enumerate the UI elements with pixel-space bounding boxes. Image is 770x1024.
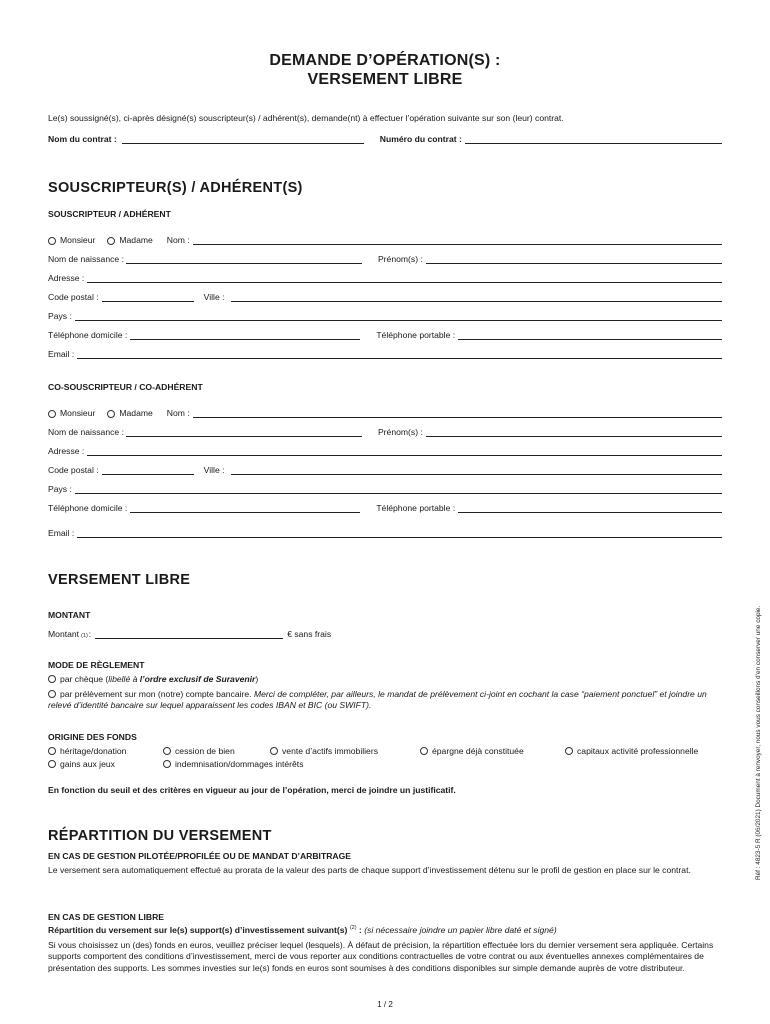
origine-indemnisation-radio[interactable]	[163, 760, 171, 768]
contract-number-field[interactable]	[465, 135, 722, 144]
section-versement-title: VERSEMENT LIBRE	[48, 572, 191, 588]
co-monsieur-label: Monsieur	[60, 408, 96, 418]
pilotee-text: Le versement sera automatiquement effectué au prorata de la valeur des parts de chaque support d’investissement détenu sur le profil de gestion en place sur le contrat.	[48, 865, 691, 875]
cheque-label-c: l’ordre exclusif de Suravenir	[139, 674, 256, 684]
madame-label: Madame	[119, 235, 153, 245]
co-pays-field[interactable]	[75, 485, 722, 494]
mode-prelevement-row	[48, 689, 724, 712]
co-adresse-label: Adresse :	[48, 446, 85, 456]
co-code-postal-label: Code postal :	[48, 465, 99, 475]
origine-vente-label: vente d’actifs immobiliers	[282, 746, 378, 756]
origine-heading: ORIGINE DES FONDS	[48, 732, 137, 742]
title-line-1: DEMANDE D’OPÉRATION(S) :	[269, 52, 501, 69]
co-tel-domicile-label: Téléphone domicile :	[48, 503, 128, 513]
souscripteur-naissance-row	[48, 254, 722, 264]
libre-text: Si vous choisissez un (des) fonds en euros, veuillez préciser lequel (lesquels). À défaut de précision, la répartition effectuée lors du dernier versement sera appliquée. Certains supports comportent des conditions d’investissement, merci de vous reporter aux conditions contractuelles de votre contrat ou aux éventuelles annexes complémentaires de présentation des supports. Les sommes investies sur le(s) fonds en euros sont soumises à des conditions disponibles sur simple demande auprès de votre distributeur.	[48, 940, 714, 973]
origine-vente-radio[interactable]	[270, 747, 278, 755]
co-adresse-field[interactable]	[87, 447, 722, 456]
cosouscripteur-pays-row	[48, 484, 722, 494]
montant-note-ref: (1)	[81, 633, 88, 639]
co-nom-naissance-field[interactable]	[126, 428, 362, 437]
cheque-label-d: )	[255, 674, 259, 684]
prenom-label: Prénom(s) :	[377, 254, 423, 264]
co-nom-naissance-label: Nom de naissance :	[48, 427, 124, 437]
libre-sub-colon: :	[356, 925, 365, 935]
montant-suffix: € sans frais	[287, 629, 332, 639]
libre-sub-bold: Répartition du versement sur le(s) support(s) d’investissement suivant(s)	[48, 925, 350, 935]
cosouscripteur-tel-row	[48, 503, 722, 513]
souscripteur-tel-row	[48, 330, 722, 340]
origine-heritage-radio[interactable]	[48, 747, 56, 755]
origine-heritage-label: héritage/donation	[60, 746, 127, 756]
origine-jeux-label: gains aux jeux	[60, 759, 115, 769]
tel-domicile-label: Téléphone domicile :	[48, 330, 128, 340]
tel-portable-label: Téléphone portable :	[376, 330, 456, 340]
prelevement-label: par prélèvement sur mon (notre) compte bancaire.	[60, 689, 254, 699]
section-repartition-title: RÉPARTITION DU VERSEMENT	[48, 828, 272, 844]
co-email-label: Email :	[48, 528, 75, 538]
section-souscripteurs-title: SOUSCRIPTEUR(S) / ADHÉRENT(S)	[48, 180, 303, 196]
libre-sub-italic: (si nécessaire joindre un papier libre daté et signé)	[364, 925, 557, 935]
cosouscripteur-civility-row	[48, 408, 722, 418]
prenom-field[interactable]	[426, 255, 722, 264]
justificatif-note: En fonction du seuil et des critères en vigueur au jour de l’opération, merci de joindre un justificatif.	[48, 785, 456, 795]
origine-cession-radio[interactable]	[163, 747, 171, 755]
adresse-field[interactable]	[87, 274, 722, 283]
ville-label: Ville :	[203, 292, 225, 302]
co-nom-field[interactable]	[193, 409, 722, 418]
nom-field[interactable]	[193, 236, 722, 245]
cosouscripteur-adresse-row	[48, 446, 722, 456]
code-postal-label: Code postal :	[48, 292, 99, 302]
origine-cession-label: cession de bien	[175, 746, 235, 756]
co-prenom-label: Prénom(s) :	[377, 427, 423, 437]
montant-field[interactable]	[95, 630, 283, 639]
co-ville-field[interactable]	[231, 466, 723, 475]
co-tel-portable-label: Téléphone portable :	[376, 503, 456, 513]
souscripteur-adresse-row	[48, 273, 722, 283]
origine-capitaux-label: capitaux activité professionnelle	[577, 746, 699, 756]
cosouscripteur-cp-row	[48, 465, 722, 475]
origine-epargne-label: épargne déjà constituée	[432, 746, 524, 756]
nom-label: Nom :	[166, 235, 190, 245]
contract-number-label: Numéro du contrat :	[379, 134, 462, 144]
side-note: Réf : 4823-5 R (06/2021) Document à renvoyer, nous vous conseillons d’en conserver une copie.	[755, 605, 762, 880]
origine-jeux-radio[interactable]	[48, 760, 56, 768]
montant-label: Montant	[48, 629, 80, 639]
libre-heading: EN CAS DE GESTION LIBRE	[48, 912, 165, 922]
madame-radio[interactable]	[107, 237, 115, 245]
nom-naissance-label: Nom de naissance :	[48, 254, 124, 264]
co-tel-portable-field[interactable]	[458, 504, 722, 513]
pilotee-heading: EN CAS DE GESTION PILOTÉE/PROFILÉE OU DE MANDAT D’ARBITRAGE	[48, 851, 352, 861]
souscripteur-pays-row	[48, 311, 722, 321]
prelevement-note: Merci de compléter, par ailleurs, le mandat de prélèvement ci-joint en cochant la case “paiement ponctuel” et joindre un relevé d’identité bancaire sur lequel apparaissent les codes IBAN et BIC (ou SWIFT).	[48, 689, 707, 711]
co-code-postal-field[interactable]	[102, 466, 194, 475]
cosouscripteur-heading: CO-SOUSCRIPTEUR / CO-ADHÉRENT	[48, 382, 203, 392]
page-number: 1 / 2	[377, 1000, 393, 1009]
contract-name-field[interactable]	[122, 135, 364, 144]
co-madame-label: Madame	[119, 408, 153, 418]
cheque-radio[interactable]	[48, 675, 56, 683]
souscripteur-email-row	[48, 349, 722, 359]
cosouscripteur-email-row	[48, 528, 722, 538]
email-label: Email :	[48, 349, 75, 359]
prelevement-radio[interactable]	[48, 690, 56, 698]
souscripteur-cp-row	[48, 292, 722, 302]
co-pays-label: Pays :	[48, 484, 72, 494]
montant-colon: :	[88, 629, 92, 639]
libre-subheading	[48, 925, 557, 935]
montant-row	[48, 629, 331, 639]
title-line-2: VERSEMENT LIBRE	[307, 71, 463, 88]
mode-cheque-row	[48, 674, 258, 684]
cosouscripteur-naissance-row	[48, 427, 722, 437]
nom-naissance-field[interactable]	[126, 255, 362, 264]
co-prenom-field[interactable]	[426, 428, 722, 437]
co-email-field[interactable]	[77, 529, 722, 538]
origine-capitaux-radio[interactable]	[565, 747, 573, 755]
co-madame-radio[interactable]	[107, 410, 115, 418]
origine-indemnisation-label: indemnisation/dommages intérêts	[175, 759, 304, 769]
cheque-label-b: libellé à	[108, 674, 140, 684]
intro-text: Le(s) soussigné(s), ci-après désigné(s) souscripteur(s) / adhérent(s), demande(nt) à effectuer l’opération suivante sur son (leur) contrat.	[48, 113, 564, 123]
tel-portable-field[interactable]	[458, 331, 722, 340]
libre-sub-ref: (2)	[349, 925, 357, 932]
cheque-label-a: par chèque (	[60, 674, 109, 684]
email-field[interactable]	[77, 350, 722, 359]
pays-label: Pays :	[48, 311, 72, 321]
pays-field[interactable]	[75, 312, 722, 321]
co-tel-domicile-field[interactable]	[130, 504, 360, 513]
souscripteur-civility-row	[48, 235, 722, 245]
origine-epargne-radio[interactable]	[420, 747, 428, 755]
tel-domicile-field[interactable]	[130, 331, 360, 340]
contract-name-label: Nom du contrat :	[48, 134, 117, 144]
monsieur-radio[interactable]	[48, 237, 56, 245]
co-nom-label: Nom :	[166, 408, 190, 418]
monsieur-label: Monsieur	[60, 235, 96, 245]
co-ville-label: Ville :	[203, 465, 225, 475]
ville-field[interactable]	[231, 293, 723, 302]
co-monsieur-radio[interactable]	[48, 410, 56, 418]
montant-heading: MONTANT	[48, 610, 91, 620]
code-postal-field[interactable]	[102, 293, 194, 302]
souscripteur-heading: SOUSCRIPTEUR / ADHÉRENT	[48, 209, 171, 219]
adresse-label: Adresse :	[48, 273, 85, 283]
mode-heading: MODE DE RÈGLEMENT	[48, 660, 145, 670]
contract-row	[48, 134, 722, 144]
